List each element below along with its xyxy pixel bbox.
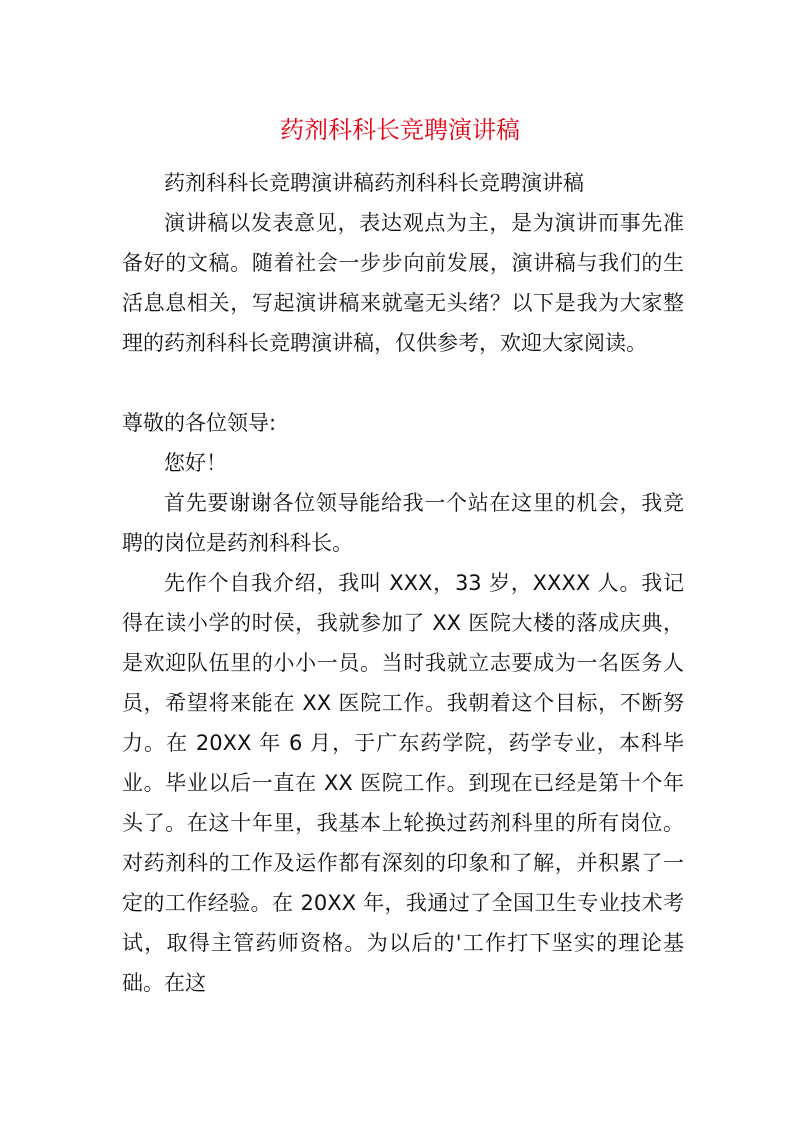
document-title: 药剂科科长竞聘演讲稿 xyxy=(280,116,520,144)
document-body xyxy=(122,163,684,1003)
blank-line xyxy=(122,363,684,403)
salutation: 尊敬的各位领导: xyxy=(122,411,277,435)
intro-paragraph: 演讲稿以发表意见，表达观点为主，是为演讲而事先准备好的文稿。随着社会一步步向前发展，演讲稿与我们的生活息息相关，写起演讲稿来就毫无头绪？以下是我为大家整理的药剂科科长竞聘演讲稿，仅供参考，欢迎大家阅读。 xyxy=(122,211,684,355)
intro-heading-line: 药剂科科长竞聘演讲稿药剂科科长竞聘演讲稿 xyxy=(164,171,584,195)
self-introduction-paragraph: 先作个自我介绍，我叫 XXX，33 岁，XXXX 人。我记得在读小学的时侯，我就参加了 XX 医院大楼的落成庆典，是欢迎队伍里的小小一员。当时我就立志要成为一名医务人员，希望将来能在 XX 医院工作。我朝着这个目标，不断努力。在 20XX 年 6 月，于广东药学院，药学专业，本科毕业。毕业以后一直在 XX 医院工作。到现在已经是第十个年头了。在这十年里，我基本上轮换过药剂科里的所有岗位。对药剂科的工作及运作都有深刻的印象和了解，并积累了一定的工作经验。在 20XX 年，我通过了全国卫生专业技术考试，取得主管药师资格。为以后的'工作打下坚实的理论基础。在这 xyxy=(122,571,684,995)
opening-paragraph: 首先要谢谢各位领导能给我一个站在这里的机会，我竞聘的岗位是药剂科科长。 xyxy=(122,491,684,555)
greeting: 您好！ xyxy=(164,451,227,475)
